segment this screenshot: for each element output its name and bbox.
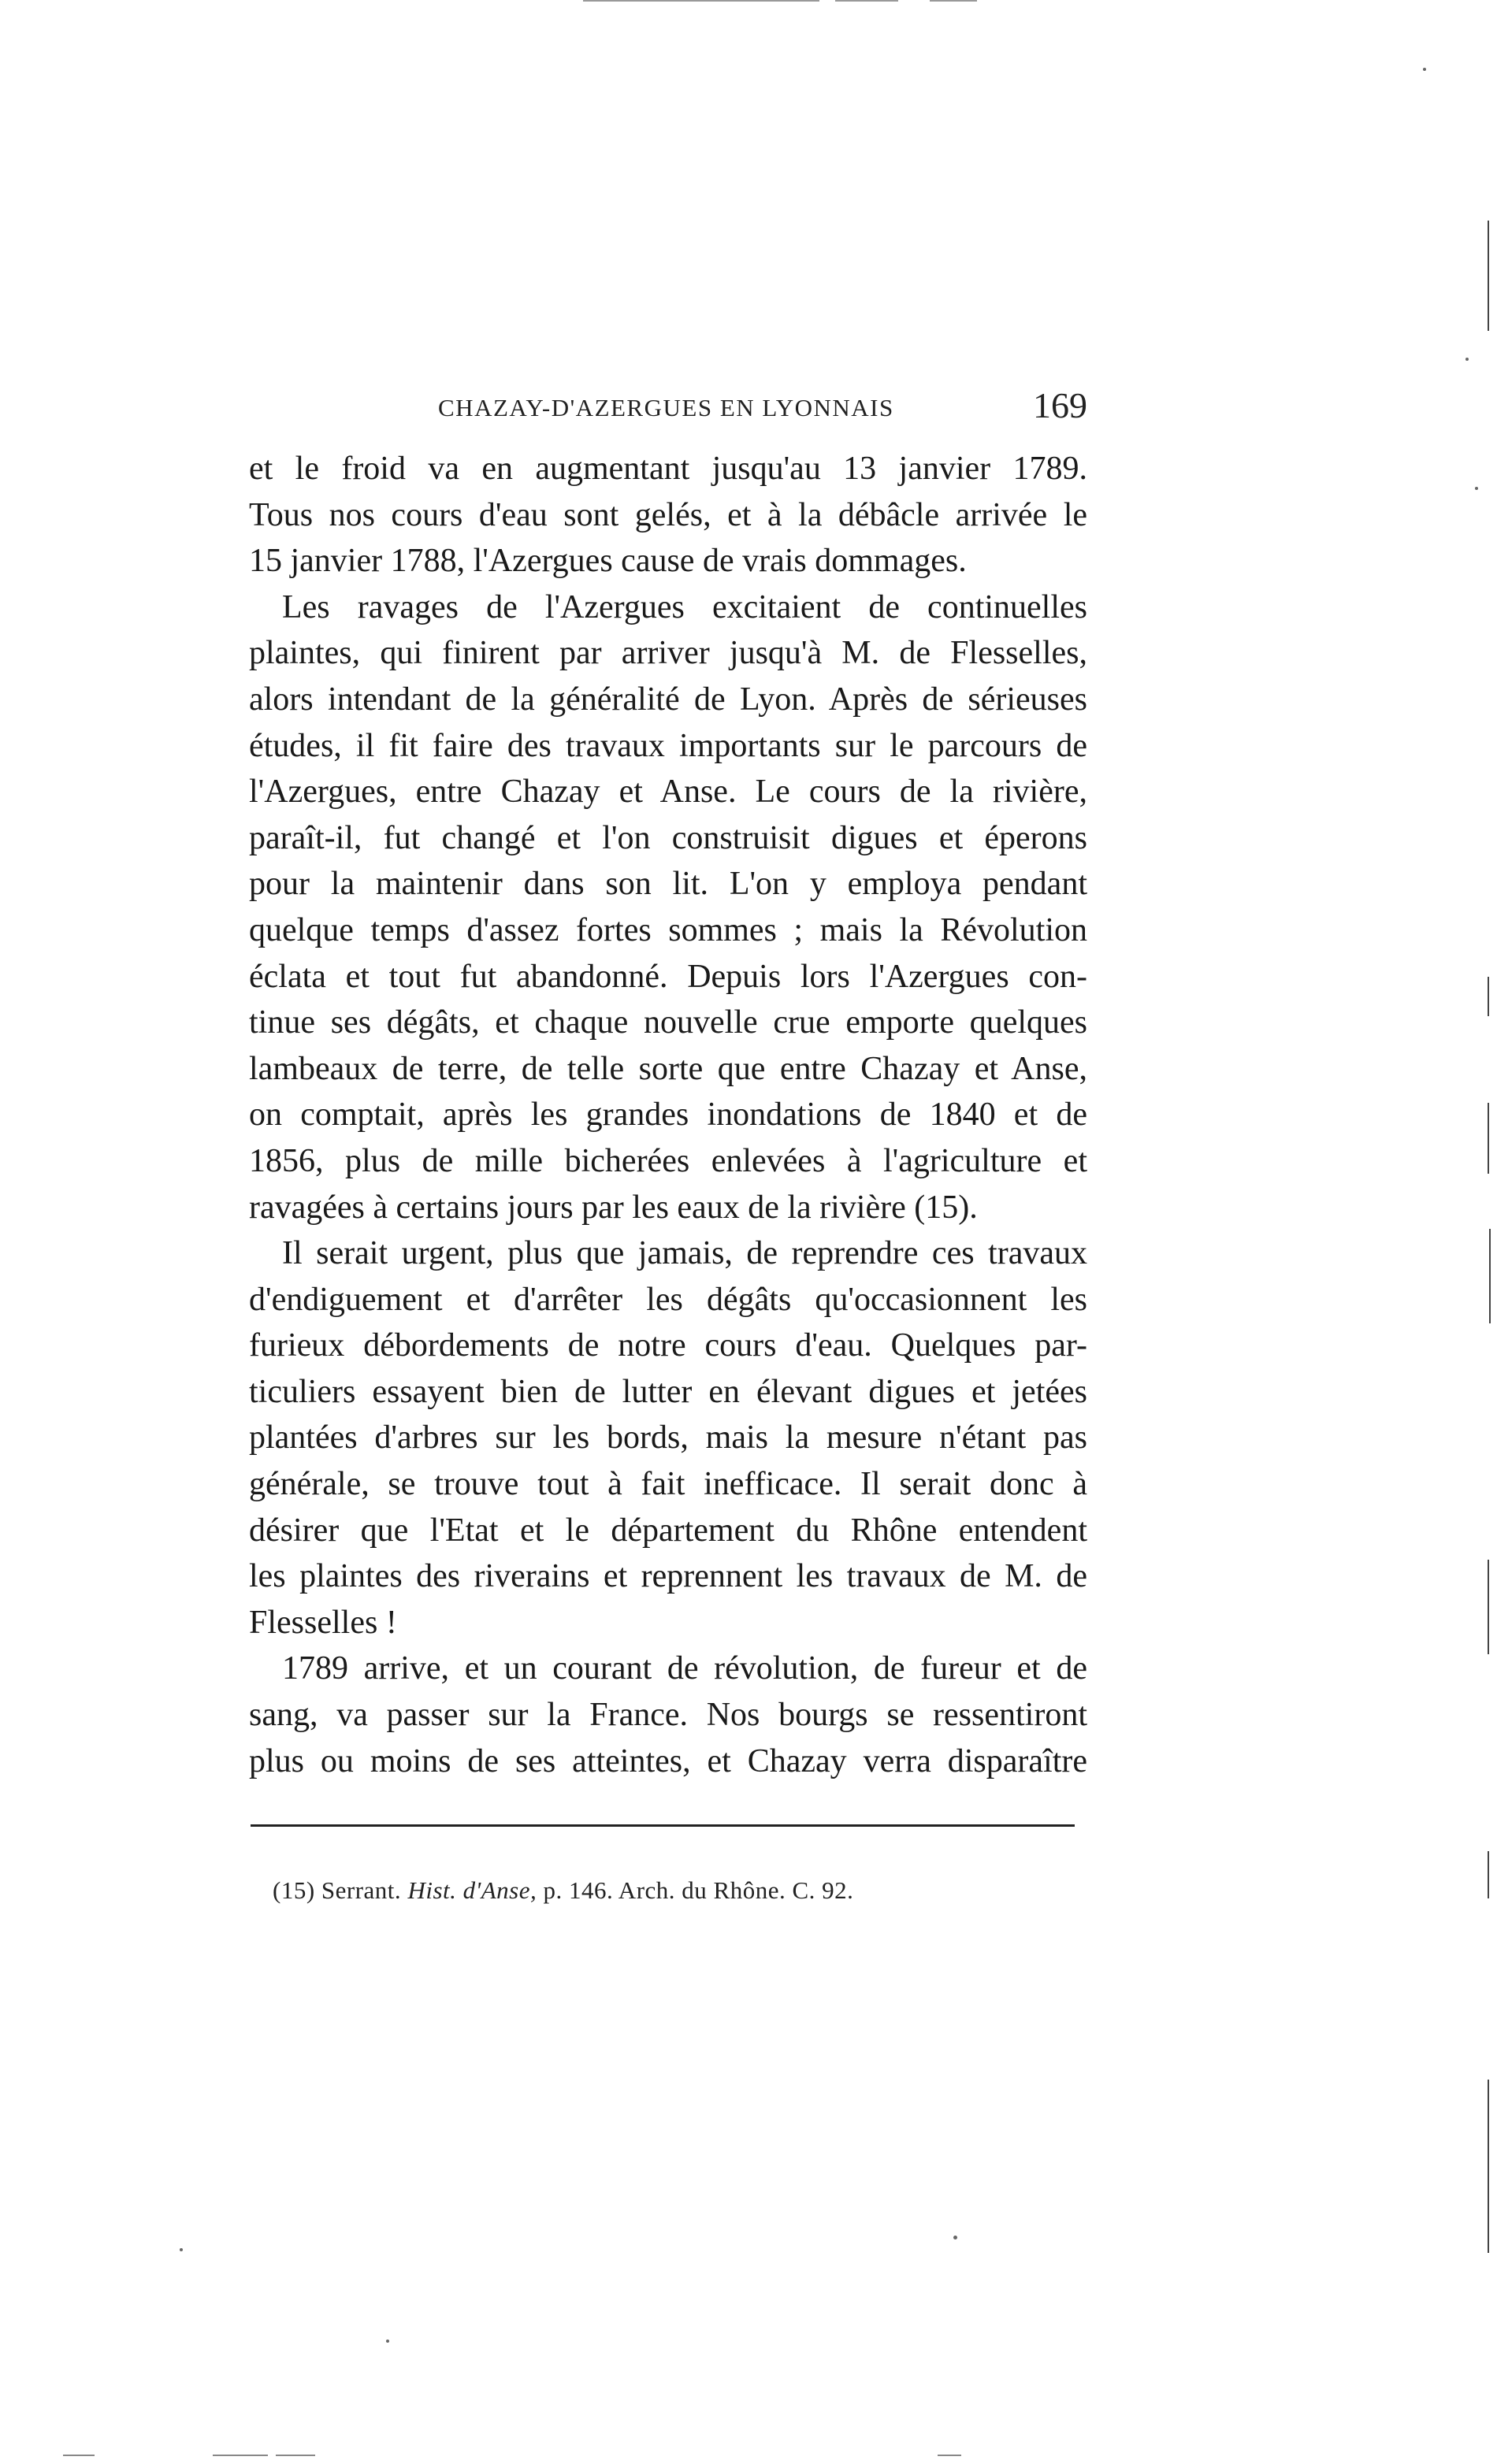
- text-line: furieux débordements de notre cours d'eau. Quelques par-: [249, 1327, 1087, 1364]
- text-line: quelque temps d'assez fortes sommes ; mais la Révolution: [249, 911, 1087, 948]
- scan-edge-mark: [63, 2455, 95, 2456]
- text-line: sang, va passer sur la France. Nos bourgs se ressentiront: [249, 1697, 1087, 1734]
- text-line: ticuliers essayent bien de lutter en élevant digues et jetées: [249, 1373, 1087, 1410]
- scan-edge-mark: [1488, 2080, 1489, 2253]
- text-line: pour la maintenir dans son lit. L'on y employa pendant: [249, 866, 1087, 903]
- footnote-reference: p. 146. Arch. du Rhône. C. 92.: [543, 1876, 854, 1904]
- text-line: générale, se trouve tout à fait inefficace. Il serait donc à: [249, 1466, 1087, 1503]
- text-line: alors intendant de la généralité de Lyon. Après de sérieuses: [249, 681, 1087, 718]
- running-head: [249, 384, 1087, 432]
- text-line: 15 janvier 1788, l'Azergues cause de vrais dommages.: [249, 543, 967, 580]
- text-line: Flesselles !: [249, 1604, 397, 1641]
- text-line: et le froid va en augmentant jusqu'au 13 janvier 1789.: [249, 451, 1087, 487]
- scan-speck: [1465, 358, 1469, 361]
- scan-edge-mark: [835, 0, 898, 2]
- text-line: éclata et tout fut abandonné. Depuis lors l'Azergues con-: [249, 958, 1087, 995]
- text-line: paraît-il, fut changé et l'on construisit digues et éperons: [249, 819, 1087, 856]
- text-line: plaintes, qui finirent par arriver jusqu'à M. de Flesselles,: [249, 635, 1087, 672]
- text-line: études, il fit faire des travaux importants sur le parcours de: [249, 727, 1087, 764]
- scan-edge-mark: [1489, 1229, 1491, 1323]
- text-line: Tous nos cours d'eau sont gelés, et à la débâcle arrivée le: [249, 496, 1087, 533]
- text-line: les plaintes des riverains et reprennent les travaux de M. de: [249, 1558, 1087, 1595]
- scan-edge-mark: [1488, 977, 1489, 1016]
- scan-speck: [953, 2236, 957, 2239]
- scan-edge-mark: [1488, 1560, 1489, 1654]
- scan-speck: [386, 2340, 389, 2343]
- scan-edge-mark: [583, 0, 819, 2]
- scan-edge-mark: [276, 2455, 315, 2456]
- text-line: Il serait urgent, plus que jamais, de reprendre ces travaux: [282, 1235, 1087, 1272]
- footnote-author: Serrant.: [321, 1876, 402, 1904]
- text-line: 1789 arrive, et un courant de révolution, de fureur et de: [282, 1650, 1087, 1687]
- scan-edge-mark: [930, 0, 977, 2]
- running-title: CHAZAY-D'AZERGUES EN LYONNAIS: [438, 394, 894, 421]
- text-line: Les ravages de l'Azergues excitaient de continuelles: [282, 588, 1087, 625]
- scan-edge-mark: [938, 2455, 961, 2456]
- text-line: lambeaux de terre, de telle sorte que entre Chazay et Anse,: [249, 1050, 1087, 1087]
- body-text: [249, 446, 1087, 1784]
- page-number: 169: [1033, 385, 1087, 425]
- text-line: plus ou moins de ses atteintes, et Chazay verra disparaître: [249, 1742, 1087, 1779]
- scan-edge-mark: [1488, 1851, 1489, 1898]
- scan-edge-mark: [1488, 1103, 1489, 1174]
- scan-edge-mark: [1488, 221, 1489, 331]
- text-line: tinue ses dégâts, et chaque nouvelle crue emporte quelques: [249, 1004, 1087, 1041]
- footnote-divider: [251, 1824, 1075, 1827]
- text-line: d'endiguement et d'arrêter les dégâts qu'occasionnent les: [249, 1281, 1087, 1318]
- text-line: ravagées à certains jours par les eaux de la rivière (15).: [249, 1189, 978, 1226]
- text-line: plantées d'arbres sur les bords, mais la mesure n'étant pas: [249, 1419, 1087, 1457]
- text-line: désirer que l'Etat et le département du Rhône entendent: [249, 1512, 1087, 1549]
- scan-edge-mark: [213, 2455, 268, 2456]
- footnote-work: Hist. d'Anse,: [407, 1876, 537, 1904]
- text-line: 1856, plus de mille bicherées enlevées à l'agriculture et: [249, 1142, 1087, 1179]
- footnote-marker: (15): [273, 1876, 315, 1904]
- text-line: on comptait, après les grandes inondations de 1840 et de: [249, 1097, 1087, 1134]
- footnote: [273, 1876, 853, 1905]
- text-line: l'Azergues, entre Chazay et Anse. Le cours de la rivière,: [249, 774, 1087, 811]
- scan-speck: [1423, 68, 1426, 71]
- scan-speck: [1475, 487, 1478, 490]
- scan-speck: [180, 2248, 183, 2251]
